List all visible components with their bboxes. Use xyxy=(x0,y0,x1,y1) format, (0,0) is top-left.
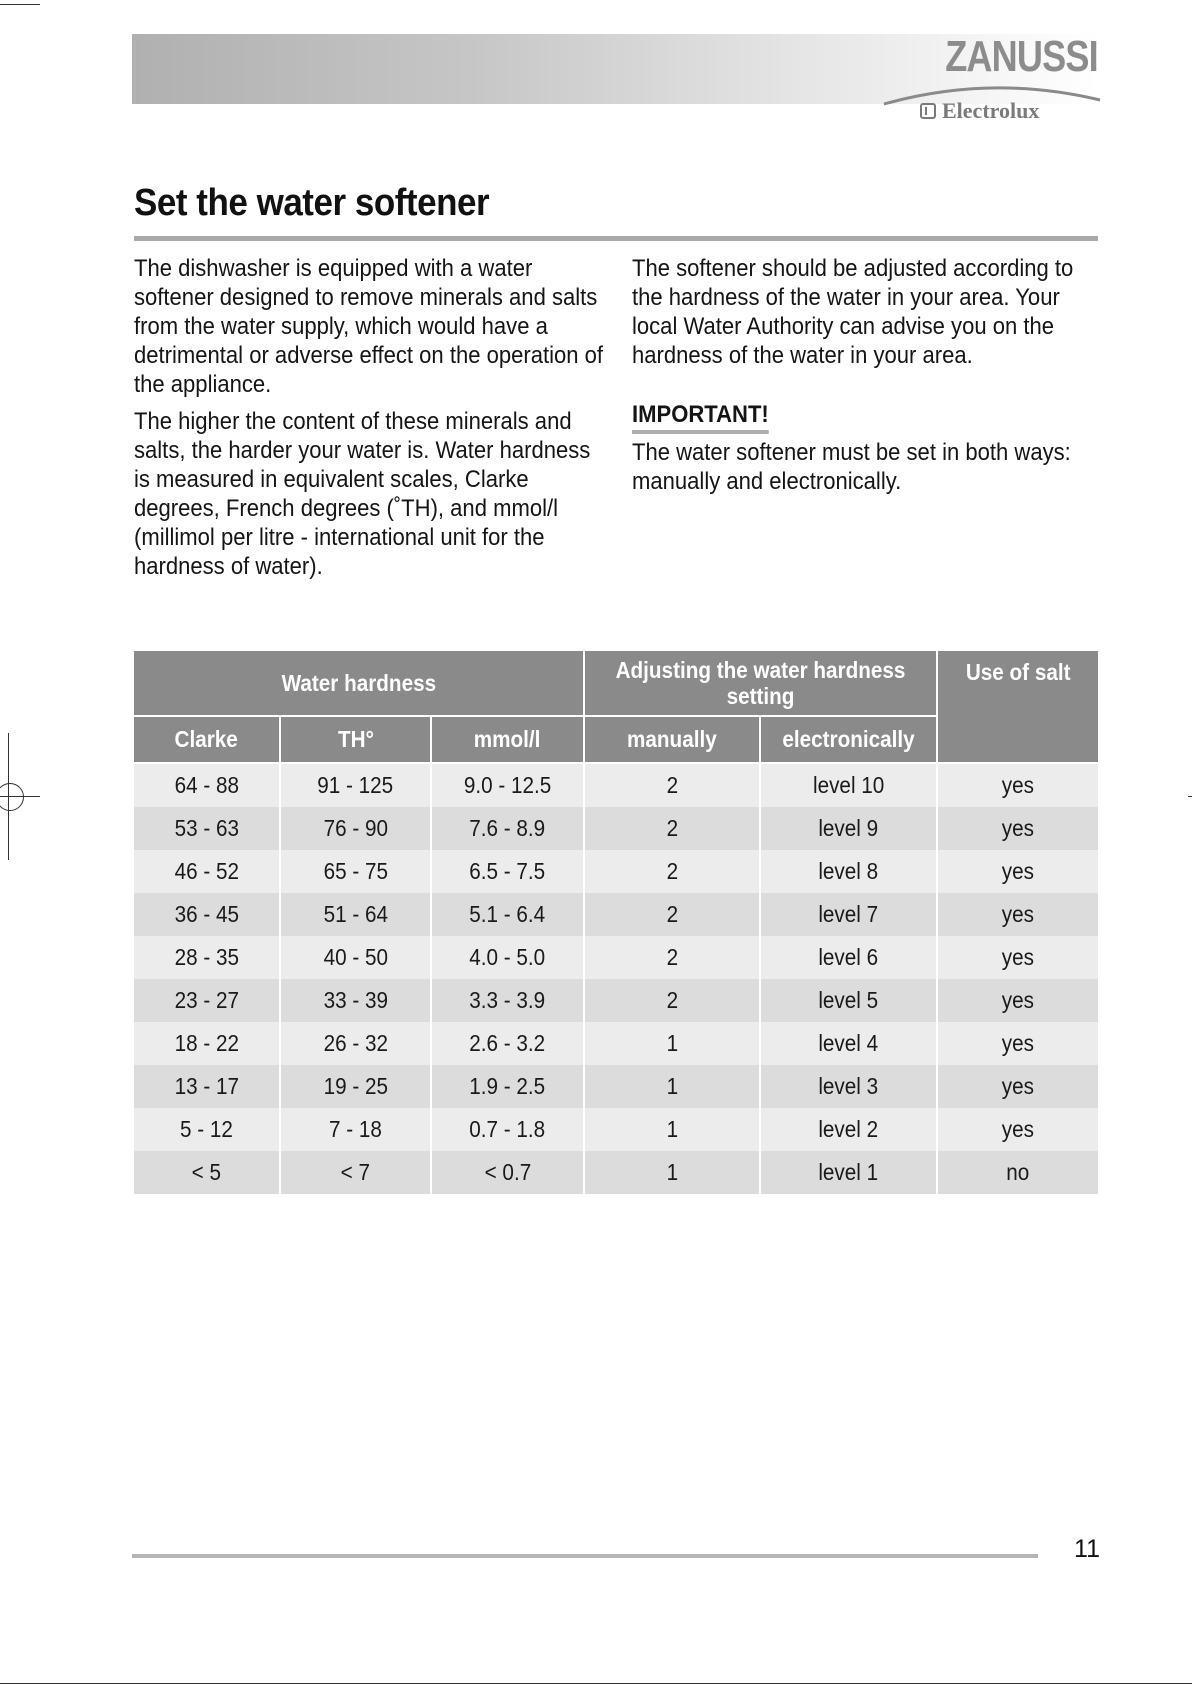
header-mmol: mmol/l xyxy=(431,716,584,763)
footer-divider xyxy=(132,1554,1038,1558)
cell-clarke: 46 - 52 xyxy=(133,850,280,893)
registration-mark-right xyxy=(1188,796,1192,797)
cell-clarke: 64 - 88 xyxy=(133,763,280,807)
cell-clarke: 13 - 17 xyxy=(133,1065,280,1108)
cell-clarke: < 5 xyxy=(133,1151,280,1194)
electrolux-mark-icon xyxy=(920,103,936,119)
parent-brand-name: Electrolux xyxy=(942,98,1040,123)
cell-mmol: 5.1 - 6.4 xyxy=(431,893,584,936)
table-row xyxy=(133,979,1099,1022)
cell-manually: 2 xyxy=(584,807,760,850)
cell-use-of-salt: yes xyxy=(937,936,1099,979)
hardness-paragraph: The higher the content of these minerals and salts, the harder your water is. Water hardness is measured in equivalent scales, Clarke degrees, French degrees (˚TH), and mmol/l (millimol per litre - international unit for the hardness of water). xyxy=(134,408,591,580)
cell-th: 76 - 90 xyxy=(280,807,431,850)
cell-clarke: 28 - 35 xyxy=(133,936,280,979)
brand-logo: ZANUSSI xyxy=(945,32,1098,81)
cell-th: 51 - 64 xyxy=(280,893,431,936)
header-th: TH° xyxy=(280,716,431,763)
cell-mmol: 4.0 - 5.0 xyxy=(431,936,584,979)
cell-electronically: level 9 xyxy=(760,807,937,850)
header-clarke: Clarke xyxy=(133,716,280,763)
cell-electronically: level 5 xyxy=(760,979,937,1022)
softener-adjust-paragraph: The softener should be adjusted according to the hardness of the water in your area. Your local Water Authority can advise you on the hardness of the water in your area. xyxy=(632,255,1074,369)
page-number: 11 xyxy=(1074,1535,1100,1563)
cell-clarke: 23 - 27 xyxy=(133,979,280,1022)
table-row xyxy=(133,936,1099,979)
cell-mmol: 0.7 - 1.8 xyxy=(431,1108,584,1151)
table-row xyxy=(133,893,1099,936)
cell-electronically: level 4 xyxy=(760,1022,937,1065)
table-row xyxy=(133,1022,1099,1065)
cell-mmol: 9.0 - 12.5 xyxy=(431,763,584,807)
crop-mark-bottom xyxy=(0,1683,1192,1684)
cell-use-of-salt: yes xyxy=(937,1108,1099,1151)
important-paragraph: The water softener must be set in both ways: manually and electronically. xyxy=(632,439,1071,495)
cell-mmol: 1.9 - 2.5 xyxy=(431,1065,584,1108)
cell-use-of-salt: yes xyxy=(937,1065,1099,1108)
cell-electronically: level 6 xyxy=(760,936,937,979)
cell-mmol: 2.6 - 3.2 xyxy=(431,1022,584,1065)
table-row xyxy=(133,1065,1099,1108)
title-divider xyxy=(134,236,1098,241)
cell-manually: 2 xyxy=(584,850,760,893)
registration-mark-circle xyxy=(0,783,24,811)
table-row xyxy=(133,807,1099,850)
header-water-hardness: Water hardness xyxy=(133,650,584,716)
parent-brand-logo xyxy=(920,98,1060,124)
header-use-of-salt: Use of salt xyxy=(937,650,1099,763)
cell-electronically: level 7 xyxy=(760,893,937,936)
crop-mark-top-left xyxy=(0,4,40,5)
cell-mmol: 6.5 - 7.5 xyxy=(431,850,584,893)
cell-manually: 1 xyxy=(584,1065,760,1108)
cell-th: 65 - 75 xyxy=(280,850,431,893)
cell-th: 19 - 25 xyxy=(280,1065,431,1108)
table-row xyxy=(133,1151,1099,1194)
cell-clarke: 36 - 45 xyxy=(133,893,280,936)
cell-use-of-salt: yes xyxy=(937,979,1099,1022)
left-text-column xyxy=(134,254,604,589)
cell-th: < 7 xyxy=(280,1151,431,1194)
cell-mmol: 7.6 - 8.9 xyxy=(431,807,584,850)
cell-manually: 2 xyxy=(584,936,760,979)
cell-manually: 2 xyxy=(584,763,760,807)
header-manually: manually xyxy=(584,716,760,763)
cell-use-of-salt: yes xyxy=(937,850,1099,893)
right-text-column xyxy=(632,254,1098,504)
cell-mmol: 3.3 - 3.9 xyxy=(431,979,584,1022)
cell-electronically: level 3 xyxy=(760,1065,937,1108)
cell-manually: 2 xyxy=(584,893,760,936)
table-row xyxy=(133,850,1099,893)
intro-paragraph: The dishwasher is equipped with a water softener designed to remove minerals and salts from the water supply, which would have a detrimental or adverse effect on the operation of the appliance. xyxy=(134,255,604,398)
water-hardness-table xyxy=(132,649,1100,1194)
cell-th: 26 - 32 xyxy=(280,1022,431,1065)
cell-manually: 1 xyxy=(584,1022,760,1065)
cell-use-of-salt: yes xyxy=(937,807,1099,850)
cell-clarke: 53 - 63 xyxy=(133,807,280,850)
cell-electronically: level 1 xyxy=(760,1151,937,1194)
table-body xyxy=(133,763,1099,1194)
cell-use-of-salt: yes xyxy=(937,893,1099,936)
cell-clarke: 18 - 22 xyxy=(133,1022,280,1065)
cell-mmol: < 0.7 xyxy=(431,1151,584,1194)
cell-use-of-salt: no xyxy=(937,1151,1099,1194)
cell-manually: 2 xyxy=(584,979,760,1022)
cell-manually: 1 xyxy=(584,1151,760,1194)
cell-electronically: level 8 xyxy=(760,850,937,893)
important-heading: IMPORTANT! xyxy=(632,400,769,434)
cell-clarke: 5 - 12 xyxy=(133,1108,280,1151)
cell-th: 91 - 125 xyxy=(280,763,431,807)
cell-manually: 1 xyxy=(584,1108,760,1151)
cell-th: 33 - 39 xyxy=(280,979,431,1022)
table-row xyxy=(133,763,1099,807)
table-row xyxy=(133,1108,1099,1151)
cell-th: 40 - 50 xyxy=(280,936,431,979)
header-electronically: electronically xyxy=(760,716,937,763)
cell-electronically: level 10 xyxy=(760,763,937,807)
header-adjusting-setting: Adjusting the water hardness setting xyxy=(584,650,937,716)
cell-use-of-salt: yes xyxy=(937,763,1099,807)
page-title: Set the water softener xyxy=(134,182,490,224)
cell-use-of-salt: yes xyxy=(937,1022,1099,1065)
cell-th: 7 - 18 xyxy=(280,1108,431,1151)
cell-electronically: level 2 xyxy=(760,1108,937,1151)
